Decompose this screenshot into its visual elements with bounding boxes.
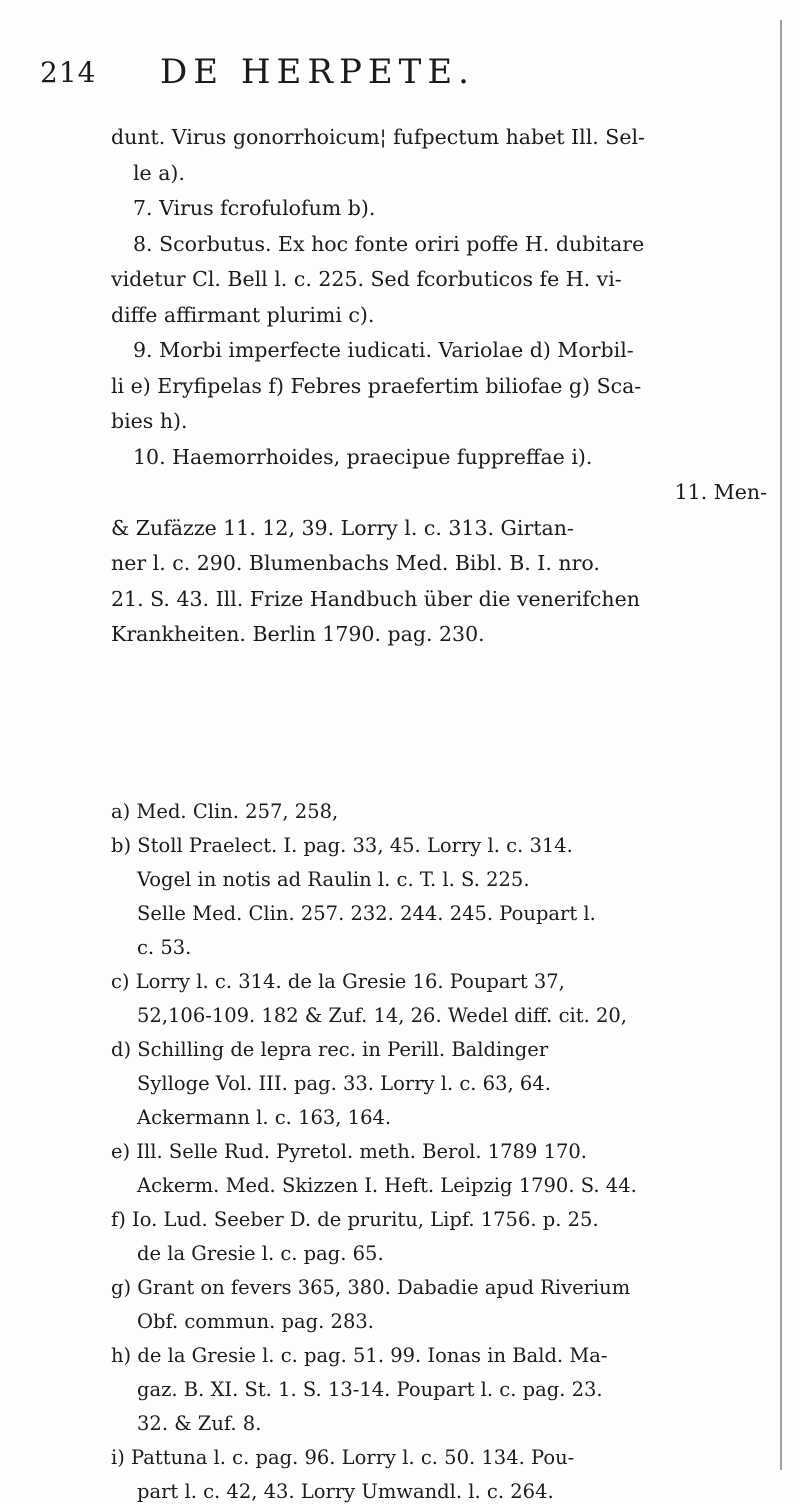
- main-text: [111, 120, 771, 653]
- footnote-line: d) Schilling de lepra rec. in Perill. Baldinger: [111, 1038, 549, 1061]
- footnotes: [111, 795, 775, 1509]
- footnote-line: c. 53.: [137, 936, 192, 959]
- footnote-line: Ackermann l. c. 163, 164.: [137, 1106, 392, 1129]
- page-number: 214: [40, 56, 97, 89]
- footnote-line: e) Ill. Selle Rud. Pyretol. meth. Berol. 1789 170.: [111, 1140, 587, 1163]
- text-line: dunt. Virus gonorrhoicum¦ fufpectum habet Ill. Sel-: [111, 125, 645, 149]
- text-line: ner l. c. 290. Blumenbachs Med. Bibl. B. I. nro.: [111, 551, 600, 575]
- footnote-line: part l. c. 42, 43. Lorry Umwandl. l. c. 264.: [137, 1480, 554, 1503]
- footnote-line: Selle Med. Clin. 257. 232. 244. 245. Poupart l.: [137, 902, 596, 925]
- text-line: le a).: [133, 160, 185, 185]
- footnote-line: Sylloge Vol. III. pag. 33. Lorry l. c. 63, 64.: [137, 1072, 551, 1095]
- text-line: diffe affirmant plurimi c).: [111, 302, 375, 327]
- footnote-line: h) de la Gresie l. c. pag. 51. 99. Ionas in Bald. Ma-: [111, 1344, 608, 1367]
- text-line: 21. S. 43. Ill. Frize Handbuch über die venerifchen: [111, 586, 640, 611]
- text-line: videtur Cl. Bell l. c. 225. Sed fcorbuticos fe H. vi-: [111, 267, 622, 291]
- footnote-line: Obf. commun. pag. 283.: [137, 1310, 374, 1333]
- footnote-line: g) Grant on fevers 365, 380. Dabadie apud Riverium: [111, 1276, 631, 1299]
- text-line: & Zufäzze 11. 12, 39. Lorry l. c. 313. Girtan-: [111, 515, 574, 540]
- footnote-line: b) Stoll Praelect. I. pag. 33, 45. Lorry l. c. 314.: [111, 834, 573, 857]
- footnote-line: Ackerm. Med. Skizzen I. Heft. Leipzig 1790. S. 44.: [137, 1174, 637, 1197]
- running-title: DE HERPETE.: [160, 52, 475, 92]
- footnote-line: 32. & Zuf. 8.: [137, 1412, 262, 1435]
- text-line: 7. Virus fcrofulofum b).: [133, 196, 376, 220]
- text-line: 9. Morbi imperfecte iudicati. Variolae d) Morbil-: [133, 338, 634, 362]
- text-line: Krankheiten. Berlin 1790. pag. 230.: [111, 622, 485, 646]
- footnote-line: Vogel in notis ad Raulin l. c. T. l. S. 225.: [137, 868, 530, 891]
- text-line: 11. Men-: [674, 480, 767, 504]
- footnote-line: i) Pattuna l. c. pag. 96. Lorry l. c. 50. 134. Pou-: [111, 1446, 575, 1469]
- text-line: li e) Eryfipelas f) Febres praefertim biliofae g) Sca-: [111, 373, 642, 398]
- text-line: 10. Haemorrhoides, praecipue fuppreffae i).: [133, 444, 593, 469]
- footnote-line: de la Gresie l. c. pag. 65.: [137, 1242, 384, 1265]
- page-header: [40, 52, 760, 92]
- footnote-line: c) Lorry l. c. 314. de la Gresie 16. Poupart 37,: [111, 970, 565, 993]
- text-line: 8. Scorbutus. Ex hoc fonte oriri poffe H. dubitare: [133, 231, 645, 256]
- footnote-line: a) Med. Clin. 257, 258,: [111, 800, 339, 823]
- page-edge-line: [780, 20, 782, 1470]
- text-line: bies h).: [111, 409, 188, 433]
- footnote-line: f) Io. Lud. Seeber D. de pruritu, Lipf. 1756. p. 25.: [111, 1208, 599, 1231]
- footnote-line: gaz. B. XI. St. 1. S. 13-14. Poupart l. c. pag. 23.: [137, 1378, 603, 1401]
- footnote-line: 52,106-109. 182 & Zuf. 14, 26. Wedel diff. cit. 20,: [137, 1004, 627, 1027]
